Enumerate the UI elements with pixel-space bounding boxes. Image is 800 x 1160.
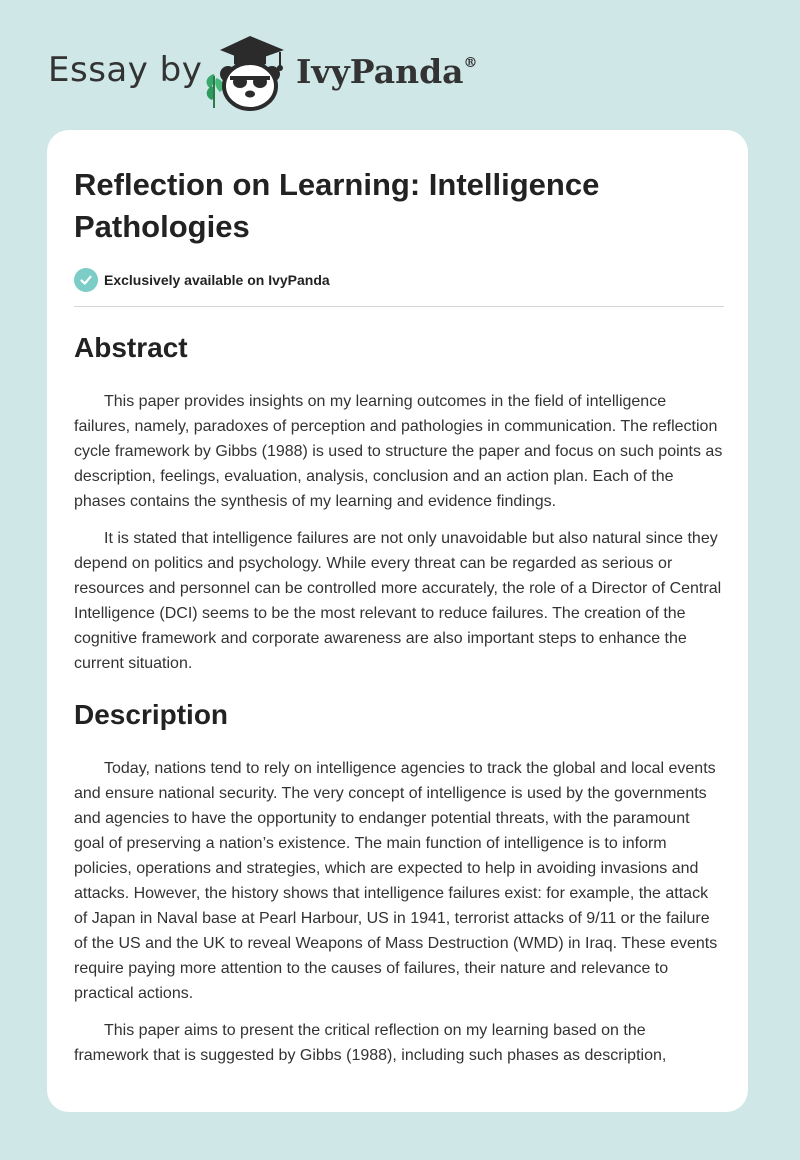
- article-content: [74, 164, 724, 1068]
- registered-mark: ®: [463, 55, 478, 71]
- abstract-paragraph-2: It is stated that intelligence failures are not only unavoidable but also natural since they depend on politics and psychology. While every threat can be regarded as serious or resources and personnel can be controlled more accurately, the role of a Director of Central Intelligence (DCI) seems to be the most relevant to reduce failures. The creation of the cognitive framework and corporate awareness are also important steps to enhance the current situation.: [74, 530, 722, 672]
- leaf-icon: [207, 74, 224, 108]
- description-paragraph-2: This paper aims to present the critical reflection on my learning based on the framework that is suggested by Gibbs (1988), including such phases as description,: [74, 1022, 667, 1064]
- description-paragraph-1: Today, nations tend to rely on intelligence agencies to track the global and local events and ensure national security. The very concept of intelligence is used by the governments and agencies to have the opportunity to endanger potential threats, with the paramount goal of preserving a nation’s existence. The main function of intelligence is to inform policies, operations and strategies, which are expected to help in avoiding invasions and attacks. However, the history shows that intelligence failures exist: for example, the attack of Japan in Naval base at Pearl Harbour, US in 1941, terrorist attacks of 9/11 or the failure of the US and the UK to reveal Weapons of Mass Destruction (WMD) in Iraq. These events require paying more attention to the causes of failures, their nature and relevance to practical actions.: [74, 760, 718, 1002]
- check-icon: [74, 268, 98, 292]
- essay-by-label: Essay by: [48, 50, 203, 90]
- exclusive-badge: [74, 266, 724, 294]
- panda-logo-icon[interactable]: [200, 30, 292, 112]
- article-card: [47, 130, 748, 1112]
- article-title: Reflection on Learning: Intelligence Pathologies: [74, 167, 600, 244]
- abstract-paragraph-1: This paper provides insights on my learning outcomes in the field of intelligence failures, namely, paradoxes of perception and pathologies in communication. The reflection cycle framework by Gibbs (1988) is used to structure the paper and focus on such points as description, feelings, evaluation, analysis, conclusion and an action plan. Each of the phases contains the synthesis of my learning and evidence findings.: [74, 393, 723, 510]
- brand-name[interactable]: IvyPanda®: [296, 52, 478, 91]
- exclusive-text: Exclusively available on IvyPanda: [104, 272, 330, 288]
- section-heading-abstract: Abstract: [74, 332, 188, 363]
- section-heading-description: Description: [74, 699, 229, 730]
- site-header: [0, 0, 800, 130]
- title-divider: [74, 306, 724, 307]
